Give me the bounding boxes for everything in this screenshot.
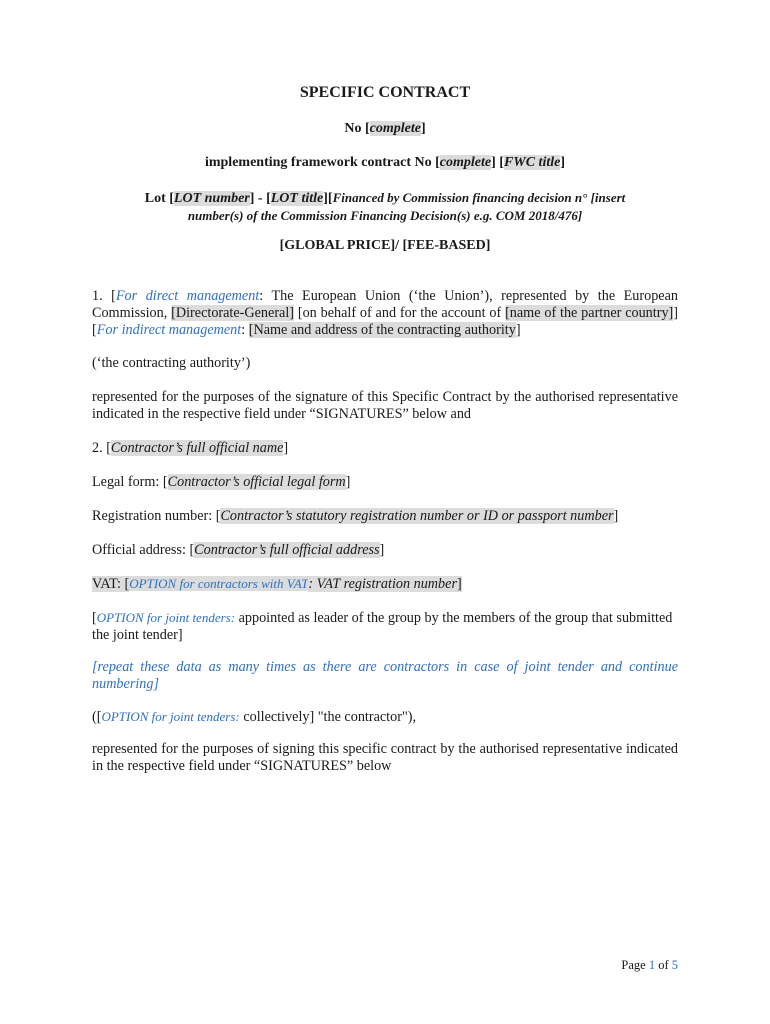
contractor-name-field[interactable]: Contractor’s full official name xyxy=(110,440,284,456)
financing-decision-text-2: number(s) of the Commission Financing Decision(s) e.g. COM 2018/476] xyxy=(187,208,583,223)
current-page-number: 1 xyxy=(648,958,656,972)
legal-form-field[interactable]: Contractor’s official legal form xyxy=(167,474,346,490)
party-2-suffix: ] xyxy=(283,440,289,456)
total-pages-number: 5 xyxy=(671,958,678,972)
vat-option: OPTION for contractors with VAT xyxy=(129,576,309,591)
lot-line xyxy=(0,189,770,225)
implementing-mid: ] [ xyxy=(491,155,504,170)
party-1-num: 1. [ xyxy=(92,288,116,304)
official-address-label: Official address: [ xyxy=(92,542,195,558)
party-1-text5: ] xyxy=(515,322,521,338)
vat-label: VAT: [ xyxy=(92,576,130,592)
party-1-text2: [on behalf of and for the account of xyxy=(294,305,506,321)
official-address-suffix: ] xyxy=(379,542,385,558)
lot-prefix: Lot [ xyxy=(144,191,174,206)
legal-form-suffix: ] xyxy=(345,474,351,490)
collectively-prefix: ([ xyxy=(92,709,102,725)
registration-suffix: ] xyxy=(613,508,619,524)
directorate-general-field[interactable]: [Directorate-General] xyxy=(171,305,295,321)
page-label: Page xyxy=(621,958,649,972)
legal-form-label: Legal form: [ xyxy=(92,474,168,490)
joint-tender-option-2: OPTION for joint tenders: xyxy=(101,709,240,724)
joint-tender-option-1: OPTION for joint tenders: xyxy=(96,610,236,625)
direct-management-option: For direct management xyxy=(115,288,260,304)
vat-field[interactable]: : VAT registration number xyxy=(308,576,457,592)
official-address-field[interactable]: Contractor’s full official address xyxy=(194,542,380,558)
registration-label: Registration number: [ xyxy=(92,508,221,524)
contract-number-line xyxy=(0,121,770,137)
represented-paragraph-2: represented for the purposes of signing this specific contract by the authorised representative indicated in the respective field under “SIGNATURES” below xyxy=(92,741,678,774)
party-1-text4: : xyxy=(241,322,249,338)
party-1-paragraph xyxy=(92,288,678,339)
contracting-authority-label: (‘the contracting authority’) xyxy=(92,355,251,371)
legal-form-line xyxy=(92,474,678,491)
page-footer xyxy=(621,958,678,973)
document-title: SPECIFIC CONTRACT xyxy=(299,84,471,101)
represented-paragraph-1: represented for the purposes of the signature of this Specific Contract by the authorised representative indicated in the respective field under “SIGNATURES” below and xyxy=(92,389,678,422)
lot-mid: ] - [ xyxy=(249,191,271,206)
implementing-suffix: ] xyxy=(560,155,566,170)
joint-leader-paragraph xyxy=(92,609,678,644)
lot-bracket: ][ xyxy=(323,191,333,206)
official-address-line xyxy=(92,542,678,559)
implementing-prefix: implementing framework contract No [ xyxy=(204,155,440,170)
collectively-line xyxy=(92,708,678,726)
repeat-data-note: [repeat these data as many times as there are contractors in case of joint tender and continue numbering] xyxy=(92,659,678,692)
vat-line xyxy=(92,575,678,593)
joint-leader-text: appointed as leader of the group by the members of the group that submitted the joint tender] xyxy=(92,610,673,643)
implementing-line xyxy=(0,155,770,171)
contracting-authority-field[interactable]: [Name and address of the contracting authority xyxy=(248,322,516,338)
price-type-line: [GLOBAL PRICE]/ [FEE-BASED] xyxy=(279,238,491,253)
party-1-text1: : The European Union (‘the Union’), represented by the European Commission, xyxy=(92,288,678,321)
party-1-text3: ] [ xyxy=(92,305,678,338)
party-2-line xyxy=(92,440,678,457)
registration-line xyxy=(92,508,678,525)
no-suffix: ] xyxy=(420,121,426,136)
joint-leader-prefix: [ xyxy=(92,610,97,626)
registration-field[interactable]: Contractor’s statutory registration number or ID or passport number xyxy=(220,508,614,524)
vat-suffix: ] xyxy=(456,576,462,592)
indirect-management-option: For indirect management xyxy=(96,322,242,338)
party-2-prefix: 2. [ xyxy=(92,440,111,456)
partner-country-field[interactable]: [name of the partner country] xyxy=(505,305,674,321)
lot-title-field[interactable]: LOT title xyxy=(270,191,324,206)
lot-number-field[interactable]: LOT number xyxy=(173,191,250,206)
of-label: of xyxy=(655,958,672,972)
fwc-number-field[interactable]: complete xyxy=(439,155,492,170)
no-prefix: No [ xyxy=(344,121,370,136)
no-complete-field[interactable]: complete xyxy=(369,121,421,136)
financing-decision-text: Financed by Commission financing decision n° [insert xyxy=(332,190,626,205)
collectively-text: collectively] "the contractor"), xyxy=(239,709,417,725)
fwc-title-field[interactable]: FWC title xyxy=(503,155,561,170)
